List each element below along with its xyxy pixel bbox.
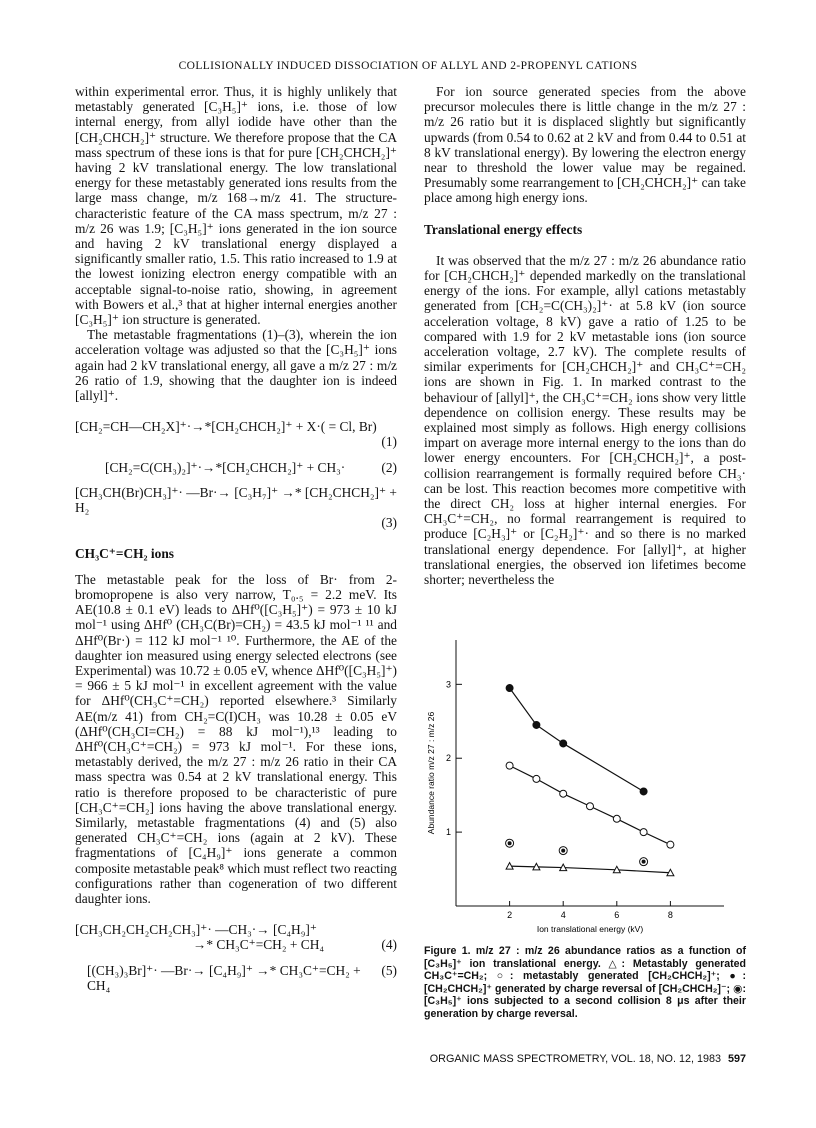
equation-number: (4) [381, 937, 397, 953]
data-point-open-circle [506, 762, 513, 769]
equation-text: [CH₃CH(Br)CH₃]⁺· —Br·→ [C₃H₇]⁺ →* [CH₂CHCH₂]⁺ + H₂ [75, 484, 397, 516]
section-heading: Translational energy effects [424, 221, 583, 237]
equation-text: [(CH₃)₃Br]⁺· —Br·→ [C₄H₉]⁺ →* CH₃C⁺=CH₂ + CH₄ [87, 962, 361, 993]
body-paragraph: The metastable fragmentations (1)–(3), wherein the ion acceleration voltage was adjusted so that the [C₃H₅]⁺ ions again had 2 kV translational energy, all gave a m/z 27 : m/z 26 ratio of 1.9, showing that the daughter ion is indeed [allyl]⁺. [75, 327, 397, 404]
data-point-open-circle [640, 829, 647, 836]
dotted-circle-center [561, 849, 565, 853]
data-point-dotted-circle [506, 839, 514, 847]
page-number: 597 [727, 1053, 746, 1065]
running-title: COLLISIONALLY INDUCED DISSOCIATION OF ALLYL AND 2-PROPENYL CATIONS [178, 60, 638, 72]
equation-text: [CH₃CH₂CH₂CH₂CH₃]⁺· —CH₃·→ [C₄H₉]⁺ [75, 922, 317, 938]
page-footer [424, 1053, 746, 1065]
body-paragraph: It was observed that the m/z 27 : m/z 26 abundance ratio for [CH₂CHCH₂]⁺ depended markedly on the translational energy of the ions. For example, allyl cations metastably generated from [CH₂=C(CH₃)₂]⁺· at 5.8 kV (ion source acceleration voltage, 8 kV) gave a ratio of 1.25 to be compared with 1.9 for 2 kV metastable ions (ion source acceleration voltage, 2.7 kV). The complete results of similar experiments for [CH₂CHCH₂]⁺ and CH₃C⁺=CH₂ ions are shown in Fig. 1. In marked contrast to the behaviour of [allyl]⁺, the CH₃C⁺=CH₂ ions show very little dependence on collision energy. These results may be explained most simply as follows. High energy collisions impart on average more internal energy to the ions than do lower energy encounters. For [CH₂CHCH₂]⁺, a post-collision rearrangement is formally required before CH₃· can be lost. This reaction becomes more competitive with the direct CH₂ loss at higher internal energies. For CH₃C⁺=CH₂, no formal rearrangement is required to produce [C₂H₃]⁺ or [C₂H₂]⁺· and so there is no marked translational energy dependence. For [allyl]⁺, at higher translational energies, the observed ion lifetimes become shorter; nevertheless the [424, 252, 746, 588]
x-tick-label: 8 [667, 910, 673, 920]
x-tick-label: 6 [614, 910, 620, 920]
body-paragraph: For ion source generated species from the above precursor molecules there is little change in the m/z 27 : m/z 26 ratio but it is displaced slightly but significantly upwards (from 0.54 to 0.62 at 2 kV and from 0.44 to 0.51 at 8 kV translational energy). By lowering the electron energy near to threshold the lower value may be regained. Presumably some rearrangement to [CH₂CHCH₂]⁺ can take place among high energy ions. [424, 84, 746, 206]
data-point-filled-circle [560, 740, 567, 747]
equation-2 [75, 460, 397, 475]
left-column [75, 84, 397, 993]
data-point-open-circle [613, 815, 620, 822]
y-axis-label: Abundance ratio m/z 27 : m/z 26 [426, 711, 436, 835]
abundance-ratio-chart [424, 628, 746, 948]
dotted-circle-center [508, 841, 512, 845]
equation-number: (5) [381, 962, 397, 978]
equation-5 [75, 963, 397, 993]
body-paragraph: The metastable peak for the loss of Br· from 2-bromopropene is also very narrow, T₀.₅ = 2.2 meV. Its AE(10.8 ± 0.1 eV) leads to ΔHf⁰([C₃H₅]⁺) = 973 ± 10 kJ mol⁻¹ using ΔHf⁰ (CH₃C(Br)=CH₂) = 43.5 kJ mol⁻¹ ¹¹ and ΔHf⁰(Br·) = 112 kJ mol⁻¹ ¹⁰. Furthermore, the AE of the daughter ion measured using energy selected electrons (see Experimental) was 10.72 ± 0.05 eV, whence ΔHf⁰([C₃H₅]⁺) = 966 ± 5 kJ mol⁻¹ in excellent agreement with the value for ΔHf⁰(CH₃C⁺=CH₂) reported elsewhere.³ Similarly AE(m/z 41) from CH₂=C(I)CH₃ was 10.28 ± 0.05 eV (ΔHf⁰(CH₃CI=CH₂) = 88 kJ mol⁻¹),¹³ leading to ΔHf⁰(CH₃C⁺=CH₂) = 973 kJ mol⁻¹. For these ions, metastably derived, the m/z 27 : m/z 26 ratio in their CA mass spectra was 0.54 at 2 kV translational energy. This ratio is therefore proposed to be characteristic of pure [CH₃C⁺=CH₂] ions having the above translational energy. Similarly, metastable fragmentations (4) and (5) also generated CH₃C⁺=CH₂ ions (again at 2 kV). These fragmentations of [C₄H₉]⁺ ions generate a common composite metastable peak⁸ which must reflect two reacting configurations rather than cogeneration of two different daughter ions. [75, 571, 397, 906]
data-point-open-circle [667, 841, 674, 848]
data-point-open-circle [560, 790, 567, 797]
data-point-open-circle [533, 775, 540, 782]
figure-caption [424, 945, 746, 1021]
figure-1 [424, 628, 746, 948]
equation-number: (1) [381, 434, 397, 450]
data-point-filled-circle [640, 788, 647, 795]
journal-citation: ORGANIC MASS SPECTROMETRY, VOL. 18, NO. 12, 1983 [429, 1053, 721, 1065]
equation-text: [CH₂=C(CH₃)₂]⁺·→*[CH₂CHCH₂]⁺ + CH₃· [105, 459, 346, 475]
x-tick-label: 4 [560, 910, 566, 920]
dotted-circle-center [642, 860, 646, 864]
section-heading: CH₃C⁺=CH₂ ions [75, 546, 174, 562]
equation-4 [75, 922, 397, 937]
x-tick-label: 2 [507, 910, 513, 920]
data-point-dotted-circle [640, 858, 648, 866]
data-point-filled-circle [506, 685, 513, 692]
equation-4-continuation [75, 937, 397, 952]
equation-number: (2) [381, 459, 397, 475]
body-paragraph: within experimental error. Thus, it is highly unlikely that metastably generated [C₃H₅]⁺ ions, i.e. those of low internal energy, from allyl iodide have other than the [CH₂CHCH₂]⁺ structure. We therefore propose that the CA mass spectrum of these ions is that for pure [CH₂CHCH₂]⁺ having 2 kV translational energy. The low translational energy for these metastably generated ions results from the large mass change, m/z 168→m/z 41. The structure-characteristic feature of the CA mass spectrum, m/z 27 : m/z 26 was 1.9; [C₃H₅]⁺ ions generated in the ion source and having 2 kV translational energy displayed a significantly smaller ratio, 1.5. This ratio increased to 1.9 at the lowest ionizing electron energy compatible with an acceptable signal-to-noise ratio, showing, in agreement with Bowers et al.,³ that at higher internal energies another [C₃H₅]⁺ ion structure is generated. [75, 84, 397, 328]
y-tick-label: 1 [445, 827, 451, 838]
data-point-dotted-circle [559, 847, 567, 855]
y-tick-label: 3 [445, 679, 451, 690]
equation-3 [75, 485, 397, 515]
x-axis-label: Ion translational energy (kV) [536, 924, 644, 934]
equation-1 [75, 419, 397, 434]
data-point-filled-circle [533, 721, 540, 728]
right-column [424, 84, 746, 587]
equation-text: [CH₂=CH—CH₂X]⁺·→*[CH₂CHCH₂]⁺ + X·( = Cl, Br) [75, 419, 377, 435]
y-tick-label: 2 [445, 753, 451, 764]
data-point-open-circle [587, 803, 594, 810]
caption-text: m/z 27 : m/z 26 abundance ratios as a function of [C₃H₅]⁺ ion translational energy. △: Metastably generated CH₃C⁺=CH₂; ○: metastably generated [CH₂CHCH₂]⁺; ●: [CH₂CHCH₂]⁺ generated by charge reversal of [CH₂CHCH₂]⁻; ◉: [C₃H₅]⁺ ions subjected to a second collision 8 μs after their generation by charge reversal. [424, 945, 746, 1020]
equation-text: →* CH₃C⁺=CH₂ + CH₄ [193, 937, 325, 953]
equation-number: (3) [381, 515, 397, 531]
caption-label: Figure 1. [424, 945, 471, 957]
